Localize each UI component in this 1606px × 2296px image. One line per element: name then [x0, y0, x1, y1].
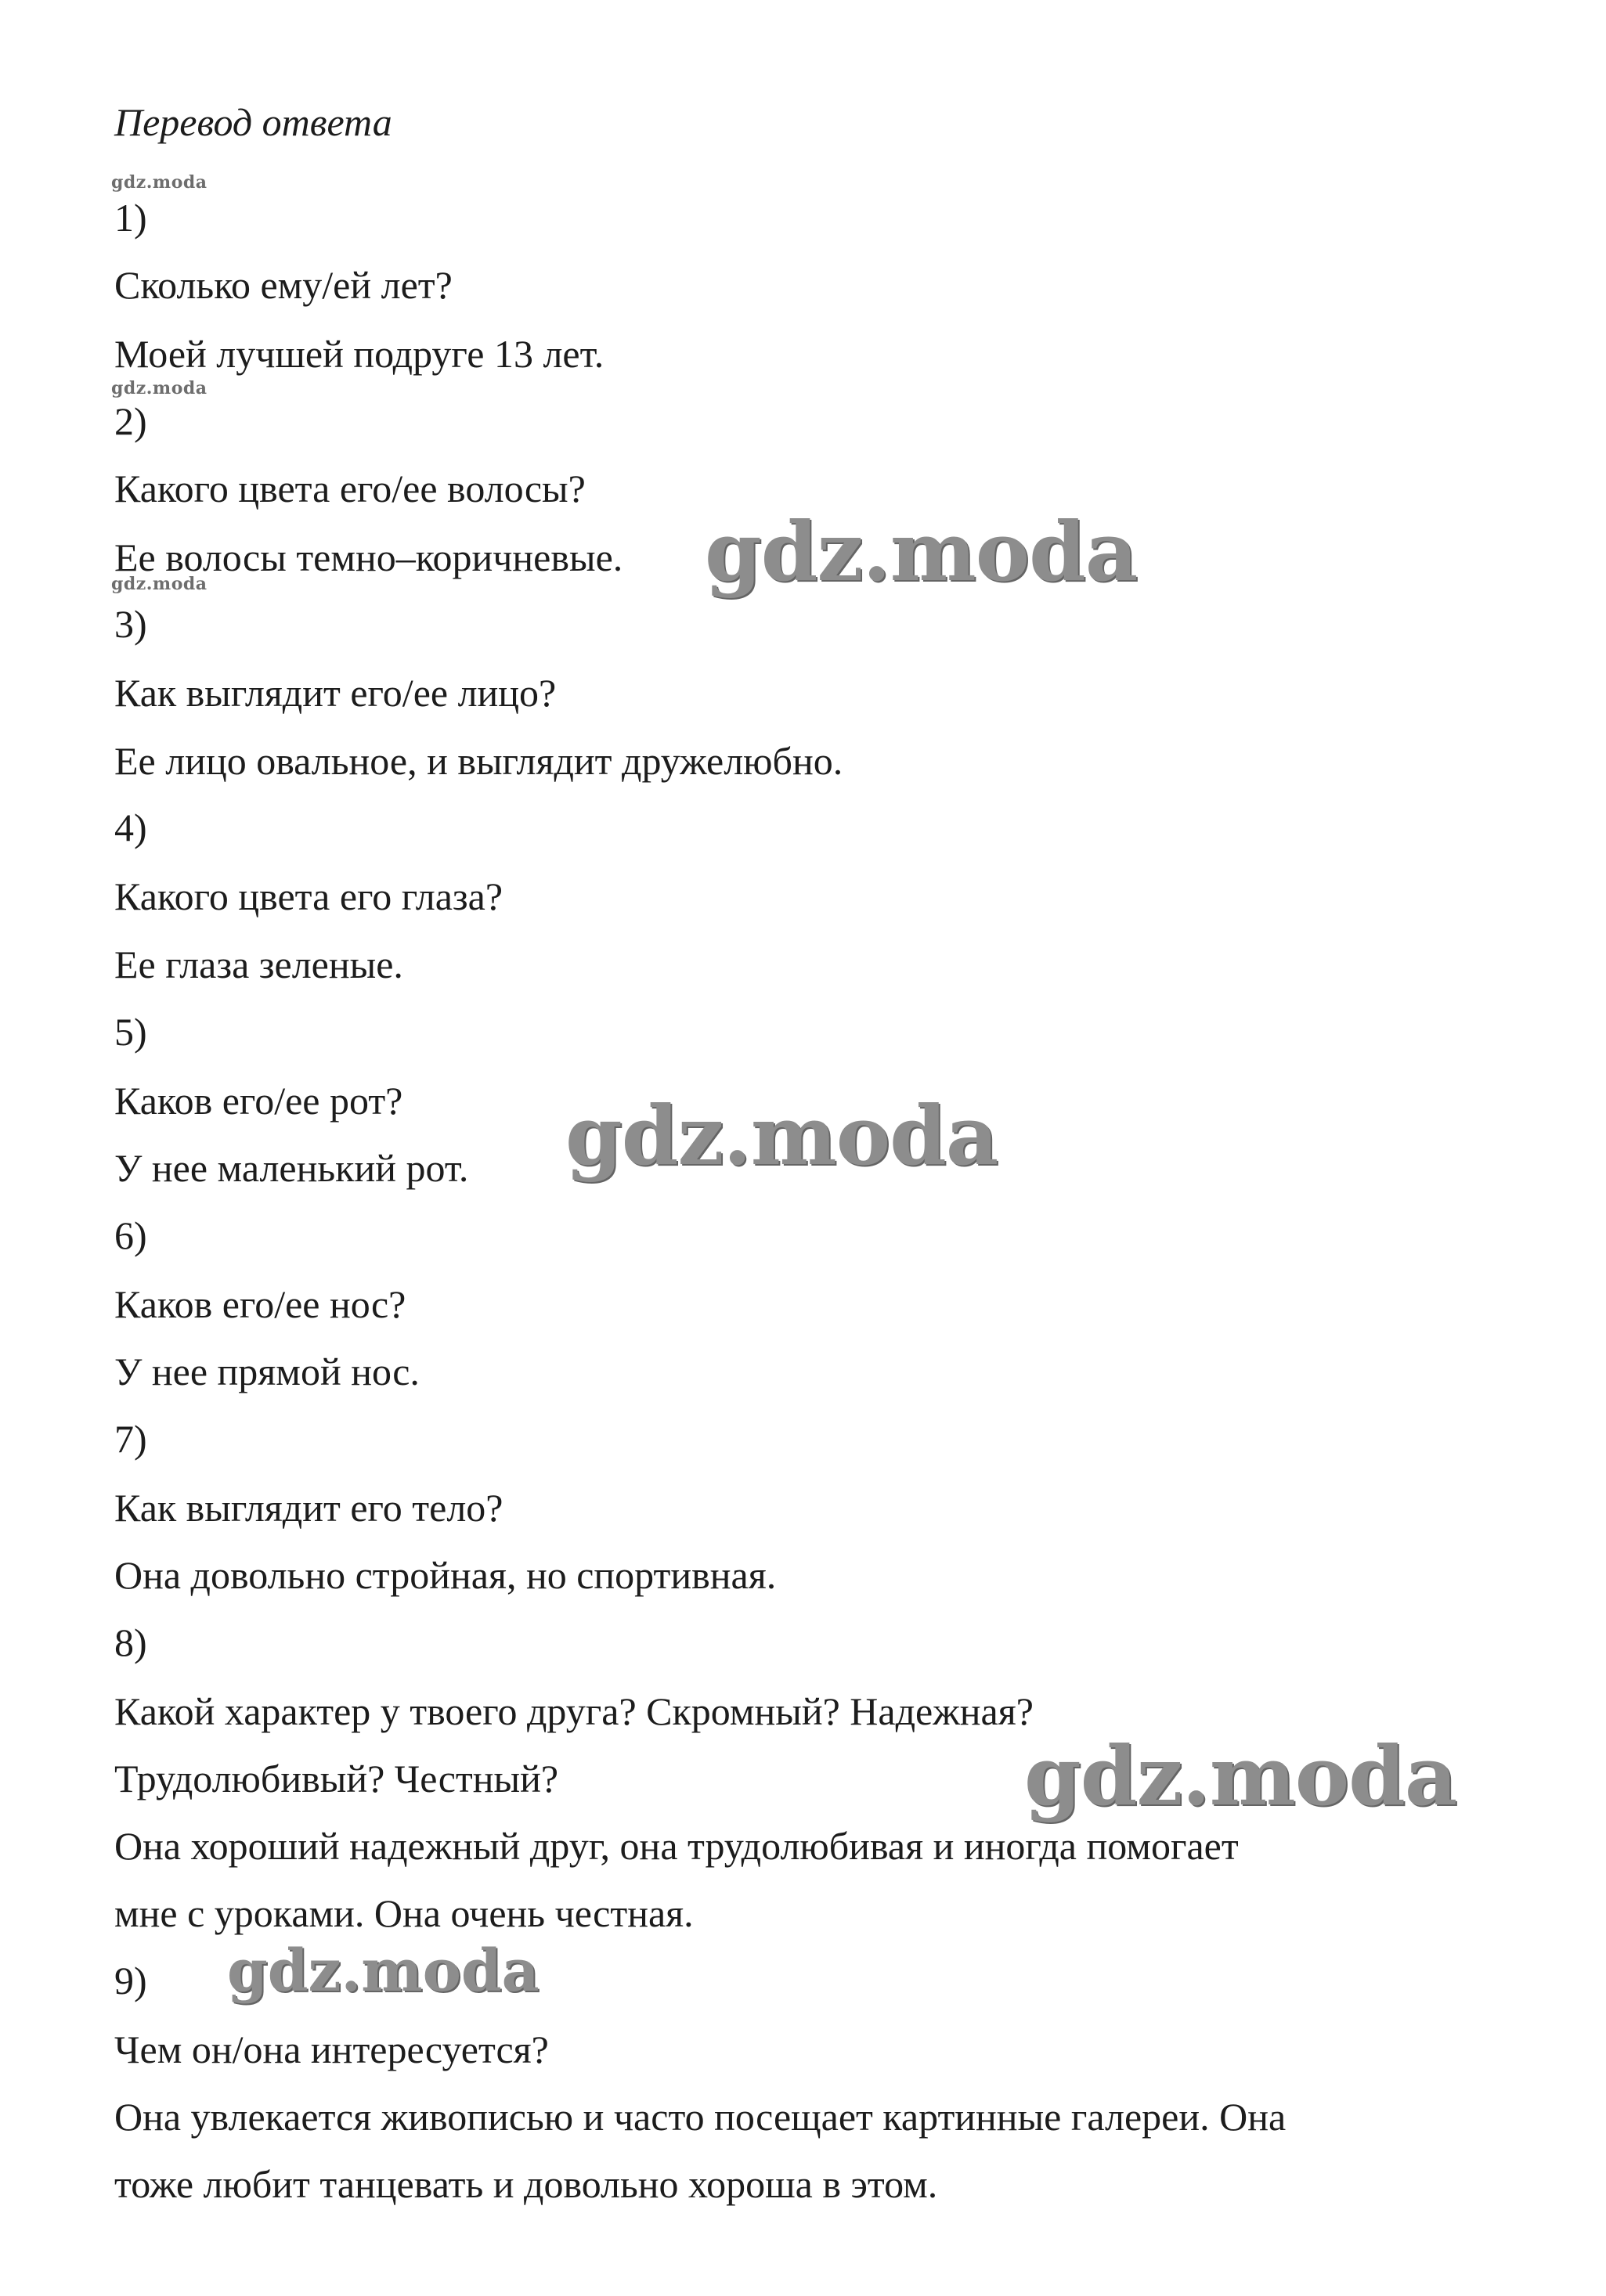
- item-3-number: 3): [114, 602, 147, 646]
- item-2-answer: Ее волосы темно–коричневые.: [114, 535, 623, 579]
- item-8-answer-line-1: Она хороший надежный друг, она трудолюбивая и иногда помогает: [114, 1824, 1239, 1868]
- item-7-question: Как выглядит его тело?: [114, 1486, 503, 1530]
- item-7-number: 7): [114, 1417, 147, 1461]
- item-6-answer: У нее прямой нос.: [114, 1350, 420, 1393]
- item-6-question: Каков его/ее нос?: [114, 1282, 406, 1326]
- item-2-question: Какого цвета его/ее волосы?: [114, 467, 586, 510]
- item-8-question-line-2: Трудолюбивый? Честный?: [114, 1757, 559, 1800]
- watermark-large: gdz.moda: [565, 1087, 998, 1184]
- item-2-number: 2): [114, 399, 147, 443]
- item-9-answer-line-1: Она увлекается живописью и часто посещает картинные галереи. Она: [114, 2095, 1287, 2139]
- item-8-answer-line-2: мне с уроками. Она очень честная.: [114, 1891, 694, 1935]
- item-5-question: Каков его/ее рот?: [114, 1079, 403, 1123]
- item-8-number: 8): [114, 1620, 147, 1664]
- item-7-answer: Она довольно стройная, но спортивная.: [114, 1553, 777, 1597]
- watermark-medium: gdz.moda: [227, 1937, 540, 2005]
- item-4-answer: Ее глаза зеленые.: [114, 943, 403, 986]
- page-title: Перевод ответа: [114, 100, 392, 144]
- watermark-small: gdz.moda: [111, 574, 208, 594]
- item-1-question: Сколько ему/ей лет?: [114, 263, 453, 307]
- watermark-small: gdz.moda: [111, 172, 208, 193]
- item-3-answer: Ее лицо овальное, и выглядит дружелюбно.: [114, 739, 843, 783]
- item-6-number: 6): [114, 1213, 147, 1257]
- item-3-question: Как выглядит его/ее лицо?: [114, 671, 557, 715]
- item-8-question-line-1: Какой характер у твоего друга? Скромный? Надежная?: [114, 1689, 1034, 1733]
- item-4-number: 4): [114, 806, 147, 849]
- item-9-question: Чем он/она интересуется?: [114, 2027, 549, 2071]
- item-5-number: 5): [114, 1010, 147, 1054]
- item-1-answer: Моей лучшей подруге 13 лет.: [114, 332, 605, 376]
- item-9-answer-line-2: тоже любит танцевать и довольно хороша в этом.: [114, 2162, 938, 2206]
- item-5-answer: У нее маленький рот.: [114, 1146, 469, 1190]
- watermark-large: gdz.moda: [1024, 1728, 1457, 1824]
- item-4-question: Какого цвета его глаза?: [114, 874, 503, 918]
- watermark-large: gdz.moda: [705, 503, 1138, 600]
- item-1-number: 1): [114, 196, 147, 240]
- item-9-number: 9): [114, 1959, 147, 2002]
- watermark-small: gdz.moda: [111, 378, 208, 398]
